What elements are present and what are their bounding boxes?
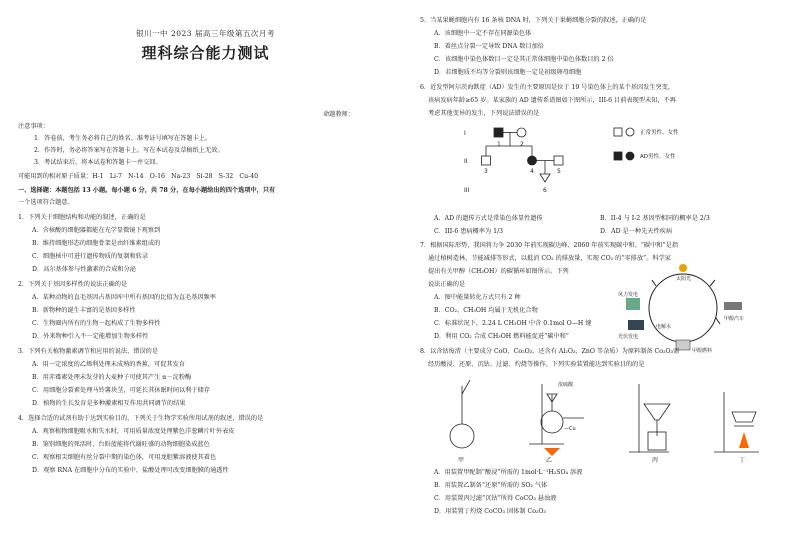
option: A．用一定浓度的乙烯利处理未成熟的香蕉，可促其发育 (32, 361, 185, 368)
individual-6 (540, 174, 550, 182)
option: B．用赤霉素处理未发芽的大麦种子可使其产生 α－淀粉酶 (32, 374, 192, 381)
gen-label: III (464, 187, 470, 194)
apparatus-label: —Cu (564, 426, 576, 432)
ind-label: 2 (520, 141, 524, 148)
exam-title: 银川一中 2023 届高三年级第五次月考 (136, 29, 275, 38)
individual-1 (494, 128, 503, 137)
question-stem: 8．以含钴废渣（主要成分 CoO、Co₂O₃，还含有 Al₂O₃、ZnO 等杂质）为原料制备 Co₂O₃需 (420, 348, 680, 355)
main-title: 理科综合能力测试 (141, 44, 270, 62)
fig-label: 甲醇汽车 (724, 316, 745, 322)
option: A．观察植物细胞吸水和失水时，可用质量浓度处理紫色洋葱鳞片叶外表皮 (32, 428, 235, 435)
ind-label: 1 (497, 141, 501, 148)
option: A．某种动物的直毛基因占基因库中所有基因的比值为直毛基因频率 (32, 294, 216, 301)
question-stem: 6．近发型阿尔茨海默症（AD）发生的主要原因是位于 19 号染色体上的某个基因发生突变， (420, 84, 675, 91)
fig-label: 风力发电 (618, 292, 639, 298)
option: C．III-6 患病概率为 1/3 (434, 228, 504, 235)
question-stem: 5．当某果蝇细胞内有 16 条核 DNA 时，下列关于果蝇细胞分裂的叙述，正确的是 (420, 17, 647, 24)
question-stem-cont: 考虑其他变异的发生，下列说法错误的是 (428, 110, 540, 117)
fig-label: 甲醇燃料 (692, 348, 713, 354)
individual-2 (517, 128, 526, 137)
option: B．II-4 与 I-2 基因型相同的概率是 2/3 (600, 215, 710, 222)
option: A．图中能量转化方式只有 2 种 (434, 294, 521, 301)
legend-ad-female (626, 152, 634, 160)
option: C．该细胞中染色体数目一定是其正常体细胞中染色体数目的 2 倍 (434, 56, 614, 63)
setter-label: 命题教师： (323, 111, 354, 118)
option: D．若细胞质不均等分裂则该细胞一定是初级卵母细胞 (434, 69, 582, 76)
individual-3 (482, 156, 491, 165)
option: D．高尔基体参与性激素的合成和分泌 (32, 266, 136, 273)
option: B．新物种的诞生丰富的是基因多样性 (32, 307, 136, 314)
lab-apparatus-figure (434, 374, 774, 464)
option: C．用装置丙过滤“沉钴”所得 CoCO₃ 悬浊液 (434, 495, 557, 502)
question-stem-cont: 说法正确的是 (428, 281, 466, 288)
option: B．着丝点分裂一定导致 DNA 数目加倍 (434, 43, 544, 50)
pedigree-chart (460, 122, 700, 204)
note-item: 1．答卷前，考生务必将自己的姓名、准考证号填写在答题卡上。 (34, 135, 212, 142)
option: C．标准状况下，2.24 L CH₃OH 中含 0.1mol O—H 键 (434, 320, 592, 327)
option: A．用装置甲配制“酸浸”所需的 1mol·L⁻¹H₂SO₄ 溶液 (434, 469, 583, 476)
ind-label: 3 (484, 168, 488, 175)
section-intro-cont: 一个选项符合题意。 (18, 199, 74, 206)
atomic-masses: 可能用到的相对原子质量：H-1 Li-7 N-14 O-16 Na-23 Si-28 S-32 Cu-40 (18, 173, 259, 180)
apparatus-label: 浓硫酸 (558, 382, 574, 388)
sun-icon (679, 264, 687, 272)
ind-label: 4 (530, 168, 534, 175)
fig-label: 太阳光 (676, 276, 692, 282)
legend-normal-female (626, 128, 634, 136)
option: A．含核酸的细胞器都能在光学显微镜下观察到 (32, 227, 161, 234)
apparatus-label: 乙 (546, 457, 553, 464)
option: D．用装置丁灼烧 CoCO₃ 固体制 Co₂O₃ (434, 508, 546, 515)
option: B．维持细胞形态的细胞骨架是由纤维素组成的 (32, 240, 161, 247)
question-stem: 7．根据国际形势，我国将力争 2030 年前实现碳达峰、2060 年前实现碳中和。“碳中和”是指 (420, 242, 679, 249)
gen-label: I (464, 130, 466, 137)
option: C．用细胞分裂素处理马铃薯块茎，可延长其休眠时间以利于储存 (32, 387, 210, 394)
option: D．利用 CO₂ 合成 CH₃OH 燃料能促进“碳中和” (434, 333, 569, 340)
option: C．观察根尖细胞有丝分裂中期的染色体，可用龙胆紫溶液使其着色 (32, 454, 217, 461)
option: C．生物圈内所有的生物一起构成了生物多样性 (32, 320, 161, 327)
legend-normal-label: 正常男性、女性 (640, 130, 679, 136)
individual-5 (554, 156, 563, 165)
apparatus-label: 丙 (652, 457, 659, 464)
question-stem: 3．下列有关植物激素调节和应用的说法，错误的是 (18, 348, 159, 355)
option: A．AD 的遗传方式是常染色体显性遗传 (434, 215, 543, 222)
question-stem: 4．选择合适的试剂有助于达到实验目的，下列关于生物学实验所用试剂的叙述，错误的是 (18, 415, 264, 422)
option: D．观察 RNA 在细胞中分布的实验中，盐酸处理可改变细胞膜的通透性 (32, 467, 229, 474)
apparatus-label: 甲 (458, 457, 465, 464)
option: D．AD 是一种先天性疾病 (600, 228, 673, 235)
apparatus-label: 丁 (739, 457, 746, 464)
option: C．细胞核中可进行遗传物质的复制和转录 (32, 253, 149, 260)
question-stem-cont: 该病发病年龄≥65 岁。某家族的 AD 遗传系谱图如下图所示，III-6 目前表现型未知，不再 (428, 97, 676, 104)
car-icon (724, 302, 742, 310)
ind-label: 5 (557, 168, 561, 175)
note-item: 2．作答时，务必将答案写在答题卡上。写在本试卷及草稿纸上无效。 (34, 147, 224, 154)
fig-label: 光伏发电 (618, 334, 639, 340)
option: D．外来物种引入不一定能增加生物多样性 (32, 333, 149, 340)
option: B．鉴别细胞的死活时，台盼蓝能将代谢旺盛的动物细胞染成蓝色 (32, 441, 210, 448)
option: D．植物的生长发育是多种激素相互作用共同调节的结果 (32, 400, 186, 407)
ind-label: 6 (543, 187, 547, 194)
option: B．用装置乙制备“还原”所需的 SO₂ 气体 (434, 482, 548, 489)
legend-normal-male (614, 128, 622, 136)
question-stem: 1．下列关于细胞结构和功能的叙述，正确的是 (18, 214, 146, 221)
fig-label: 电解水 (656, 324, 672, 330)
note-item: 3．考试结束后，将本试卷和答题卡一并交回。 (34, 159, 162, 166)
option: B．CO₂、CH₃OH 均属于无机化合物 (434, 307, 538, 314)
question-stem-cont: 通过植树造林、节能减排等形式，以抵消 CO₂ 的排放量，实现 CO₂ 的“零排放”。科学家 (428, 255, 671, 262)
legend-ad-male (614, 152, 622, 160)
solar-panel-icon (628, 320, 644, 330)
notes-heading: 注意事项： (18, 123, 49, 130)
wind-turbine-icon (626, 298, 640, 310)
legend-ad-label: AD男性、女性 (640, 154, 676, 160)
question-stem: 2．下列关于基因多样性的说法正确的是 (18, 281, 128, 288)
carbon-cycle-figure (616, 258, 751, 358)
question-stem-cont: 提出有关甲醇（CH₃OH）的碳循环如图所示。下列 (428, 268, 569, 275)
question-stem-cont: 经历酸浸、还原、沉钴、过滤、灼烧等操作。下列实验装置能达到实验目的的是 (428, 361, 645, 368)
option: A．该细胞中一定不存在同源染色体 (434, 30, 532, 37)
section-intro: 一、选择题：本题包括 13 小题。每小题 6 分，共 78 分，在每小题给出的四个选项中，只有 (18, 187, 276, 194)
individual-4 (528, 156, 537, 165)
gen-label: II (464, 158, 468, 165)
